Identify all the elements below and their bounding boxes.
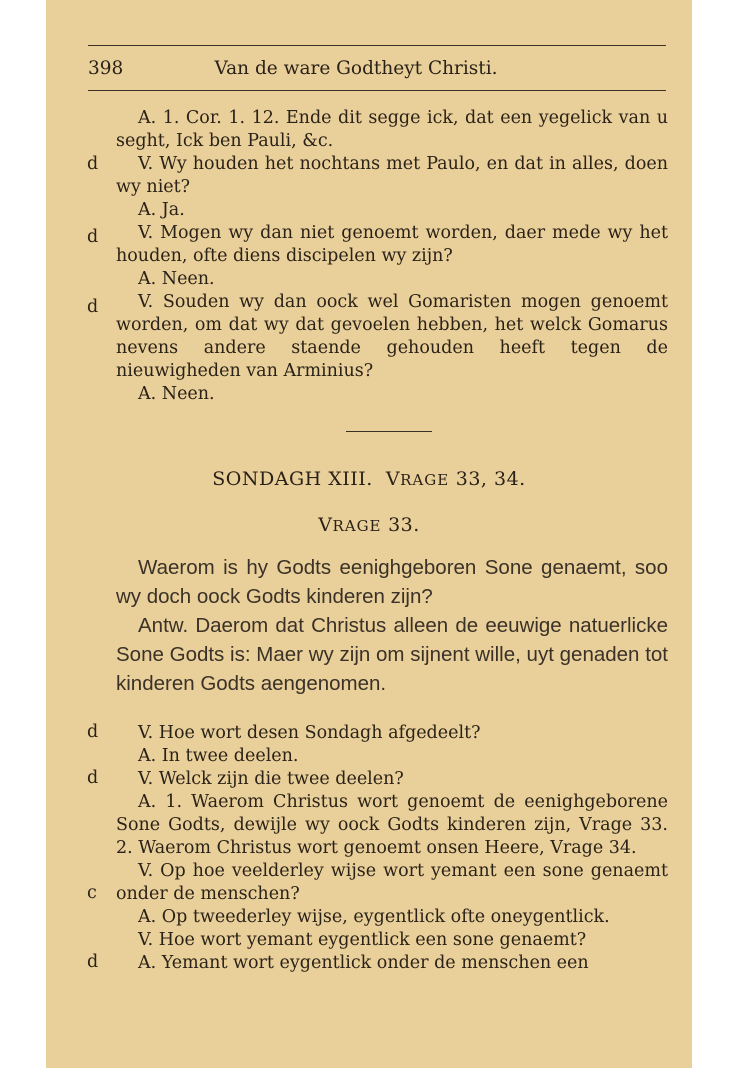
section-divider bbox=[346, 431, 432, 432]
top-rule bbox=[88, 45, 666, 46]
dialogue-block-2 bbox=[116, 722, 668, 975]
catechism-answer: Antw. Daerom dat Christus alleen de eeuwige natuerlicke Sone Godts is: Maer wy zijn om sijnent wille, uyt genaden tot kinderen Godts aengenomen. bbox=[116, 614, 668, 695]
answer-neen-2: A. Neen. bbox=[138, 384, 215, 404]
book-page bbox=[46, 0, 692, 1068]
heading-vrage-initial: V bbox=[385, 468, 401, 490]
running-head bbox=[46, 58, 692, 82]
question-afgedeelt: V. Hoe wort desen Sondagh afgedeelt? bbox=[138, 723, 481, 743]
margin-letter: d bbox=[87, 768, 99, 788]
question-veelderley: V. Op hoe veelderley wijse wort yemant een sone genaemt onder de menschen? bbox=[116, 861, 668, 904]
dialogue-block-1 bbox=[116, 107, 668, 406]
margin-letter: d bbox=[87, 227, 99, 247]
sunday-heading bbox=[46, 468, 692, 490]
margin-letter: d bbox=[87, 154, 99, 174]
answer-tweederley: A. Op tweederley wijse, eygentlick ofte oneygentlick. bbox=[138, 907, 610, 927]
vrage-subheading bbox=[46, 514, 692, 536]
margin-letter: c bbox=[87, 883, 97, 903]
answer-neen-1: A. Neen. bbox=[138, 269, 215, 289]
heading-vrage-rest: RAGE bbox=[400, 471, 450, 489]
answer-twee-deelen: A. In twee deelen. bbox=[138, 746, 299, 766]
sub-number: 33. bbox=[388, 514, 420, 536]
answer-cor: A. 1. Cor. 1. 12. Ende dit segge ick, dat een yegelick van u seght, Ick ben Pauli, &c. bbox=[116, 108, 668, 151]
margin-letter: d bbox=[87, 722, 99, 742]
heading-numbers: 33, 34. bbox=[455, 468, 526, 490]
question-genoemt: V. Mogen wy dan niet genoemt worden, daer mede wy het houden, ofte diens discipelen wy zijn? bbox=[116, 223, 668, 266]
question-welck: V. Welck zijn die twee deelen? bbox=[138, 769, 404, 789]
margin-letter: d bbox=[87, 952, 99, 972]
answer-yemant: A. Yemant wort eygentlick onder de menschen een bbox=[138, 953, 589, 973]
question-gomaristen: V. Souden wy dan oock wel Gomaristen mogen genoemt worden, om dat wy dat gevoelen hebben, het welck Gomarus nevens andere staende gehouden heeft tegen de nieuwigheden van Arminius? bbox=[116, 292, 668, 381]
page-number: 398 bbox=[88, 58, 124, 79]
question-eygentlick: V. Hoe wort yemant eygentlick een sone genaemt? bbox=[138, 930, 587, 950]
running-title: Van de ware Godtheyt Christi. bbox=[214, 58, 498, 79]
sub-rest: RAGE bbox=[332, 517, 382, 535]
sub-initial: V bbox=[318, 514, 333, 536]
catechism-text bbox=[116, 553, 668, 698]
answer-waerom: A. 1. Waerom Christus wort genoemt de eenighgeborene Sone Godts, dewijle wy oock Godts kinderen zijn, Vrage 33. 2. Waerom Christus wort genoemt onsen Heere, Vrage 34. bbox=[116, 792, 668, 858]
header-rule bbox=[88, 90, 666, 91]
catechism-question: Waerom is hy Godts eenighgeboren Sone genaemt, soo wy doch oock Godts kinderen zijn? bbox=[116, 556, 668, 608]
answer-ja: A. Ja. bbox=[138, 200, 185, 220]
heading-main: SONDAGH XIII. bbox=[212, 468, 373, 490]
margin-letter: d bbox=[87, 297, 99, 317]
question-paulo: V. Wy houden het nochtans met Paulo, en dat in alles, doen wy niet? bbox=[116, 154, 668, 197]
